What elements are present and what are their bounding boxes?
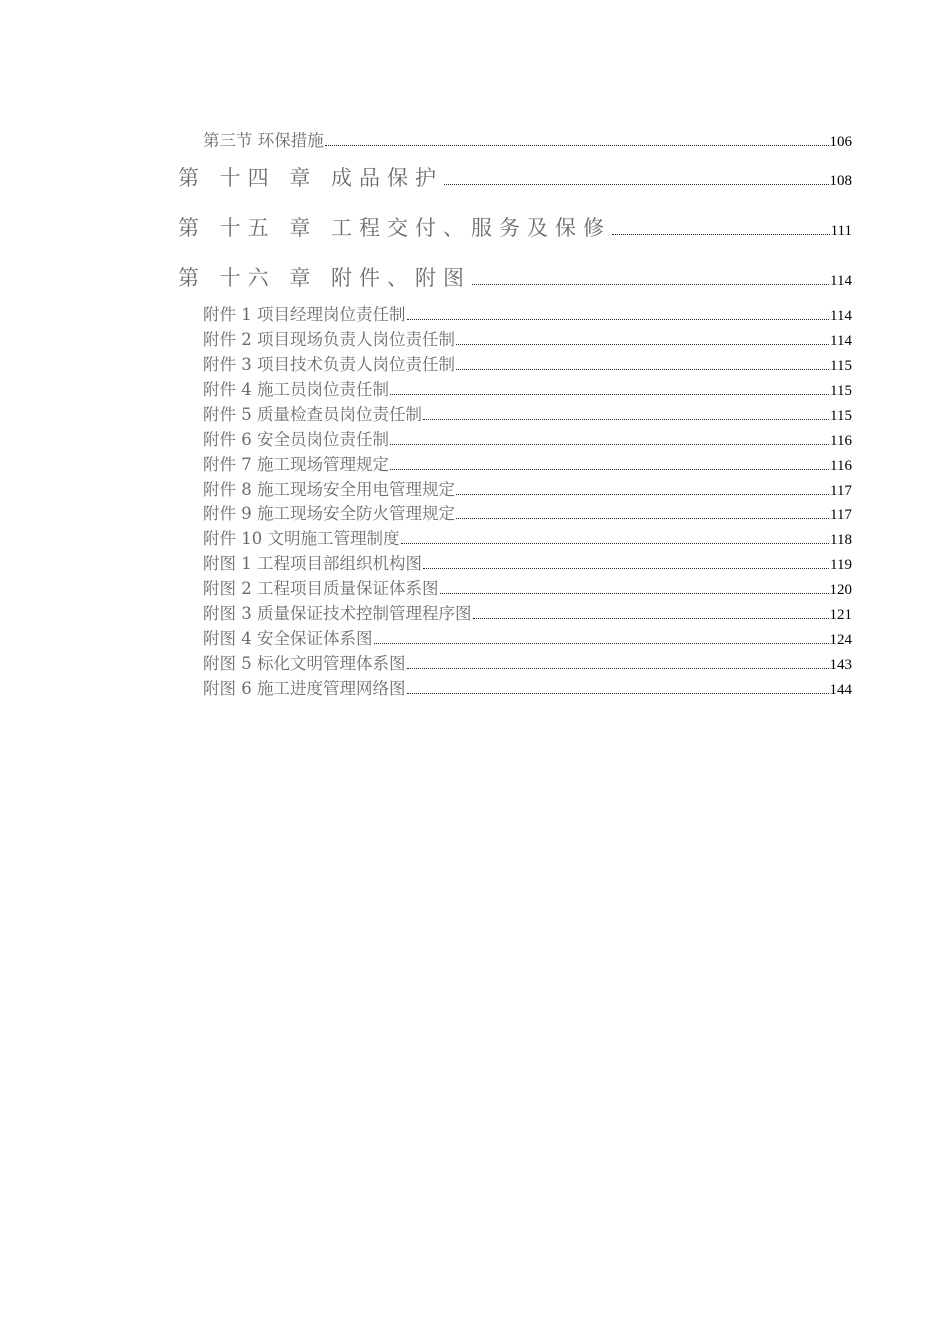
toc-entry[interactable] (178, 212, 852, 242)
toc-entry[interactable] (203, 525, 852, 549)
dot-leader (374, 643, 829, 644)
toc-entry-page: 121 (829, 607, 852, 623)
toc-entry-title: 附图 4 安全保证体系图 (203, 629, 373, 648)
toc-entry-title: 附图 2 工程项目质量保证体系图 (203, 579, 439, 598)
dot-leader (423, 568, 829, 569)
dot-leader (440, 593, 829, 594)
toc-entry-title: 附图 6 施工进度管理网络图 (203, 679, 406, 698)
toc-entry[interactable] (203, 550, 852, 574)
toc-entry[interactable] (203, 675, 852, 699)
toc-entry-page: 116 (830, 458, 852, 474)
toc-entry-title: 附件 9 施工现场安全防火管理规定 (203, 504, 455, 523)
toc-entry[interactable] (203, 376, 852, 400)
toc-entry-title: 附件 2 项目现场负责人岗位责任制 (203, 330, 455, 349)
toc-entry[interactable] (203, 600, 852, 624)
toc-entry-title: 附图 5 标化文明管理体系图 (203, 654, 406, 673)
toc-entry-title: 附件 5 质量检查员岗位责任制 (203, 405, 422, 424)
toc-entry-page: 114 (830, 273, 852, 289)
toc-entry-title: 附图 3 质量保证技术控制管理程序图 (203, 604, 472, 623)
toc-entry-title: 附件 4 施工员岗位责任制 (203, 380, 389, 399)
dot-leader (444, 184, 828, 185)
toc-entry-page: 111 (830, 223, 852, 239)
toc-entry-page: 114 (830, 308, 852, 324)
toc-entry-page: 108 (829, 173, 852, 189)
toc-entry[interactable] (178, 262, 852, 292)
toc-entry-page: 117 (830, 483, 852, 499)
dot-leader (456, 369, 829, 370)
toc-entry-title: 附件 6 安全员岗位责任制 (203, 430, 389, 449)
dot-leader (473, 618, 829, 619)
toc-entry-title: 附件 7 施工现场管理规定 (203, 455, 389, 474)
toc-entry-page: 116 (830, 433, 852, 449)
dot-leader (390, 469, 829, 470)
dot-leader (423, 419, 829, 420)
toc-entry[interactable] (203, 401, 852, 425)
toc-entry-title: 附件 1 项目经理岗位责任制 (203, 305, 406, 324)
toc-entry-page: 144 (829, 682, 852, 698)
toc-entry[interactable] (203, 500, 852, 524)
dot-leader (390, 394, 829, 395)
toc-entry-page: 106 (829, 134, 852, 150)
toc-entry[interactable] (203, 451, 852, 475)
toc-entry[interactable] (203, 575, 852, 599)
toc-entry[interactable] (203, 301, 852, 325)
toc-entry-page: 118 (830, 532, 852, 548)
toc-entry-title: 附件 3 项目技术负责人岗位责任制 (203, 355, 455, 374)
toc-entry-title: 第三节 环保措施 (203, 131, 324, 150)
dot-leader (612, 234, 830, 235)
toc-entry-title: 附件 10 文明施工管理制度 (203, 529, 400, 548)
toc-entry-title: 附图 1 工程项目部组织机构图 (203, 554, 422, 573)
toc-entry[interactable] (203, 127, 852, 151)
dot-leader (456, 494, 829, 495)
dot-leader (401, 543, 830, 544)
dot-leader (407, 319, 830, 320)
toc-entry-page: 120 (829, 582, 852, 598)
toc-entry[interactable] (203, 625, 852, 649)
dot-leader (472, 284, 829, 285)
toc-entry-title: 第 十五 章 工程交付、服务及保修 (178, 216, 612, 240)
dot-leader (390, 444, 829, 445)
toc-entry-page: 115 (830, 408, 852, 424)
toc-entry-page: 114 (830, 333, 852, 349)
toc-entry-page: 143 (829, 657, 852, 673)
dot-leader (407, 693, 829, 694)
toc-entry-page: 115 (830, 383, 852, 399)
toc-entry-title: 附件 8 施工现场安全用电管理规定 (203, 480, 455, 499)
dot-leader (456, 518, 829, 519)
toc-entry[interactable] (203, 476, 852, 500)
toc-entry[interactable] (203, 326, 852, 350)
dot-leader (407, 668, 829, 669)
toc-entry-page: 117 (830, 507, 852, 523)
toc-entry[interactable] (203, 426, 852, 450)
toc-entry[interactable] (203, 650, 852, 674)
dot-leader (325, 145, 829, 146)
toc-entry[interactable] (203, 351, 852, 375)
toc-entry-page: 124 (829, 632, 852, 648)
toc-entry-title: 第 十六 章 附件、附图 (178, 266, 472, 290)
dot-leader (456, 344, 829, 345)
toc-entry-page: 119 (830, 557, 852, 573)
toc-entry[interactable] (178, 162, 852, 192)
toc-entry-title: 第 十四 章 成品保护 (178, 166, 444, 190)
toc-entry-page: 115 (830, 358, 852, 374)
